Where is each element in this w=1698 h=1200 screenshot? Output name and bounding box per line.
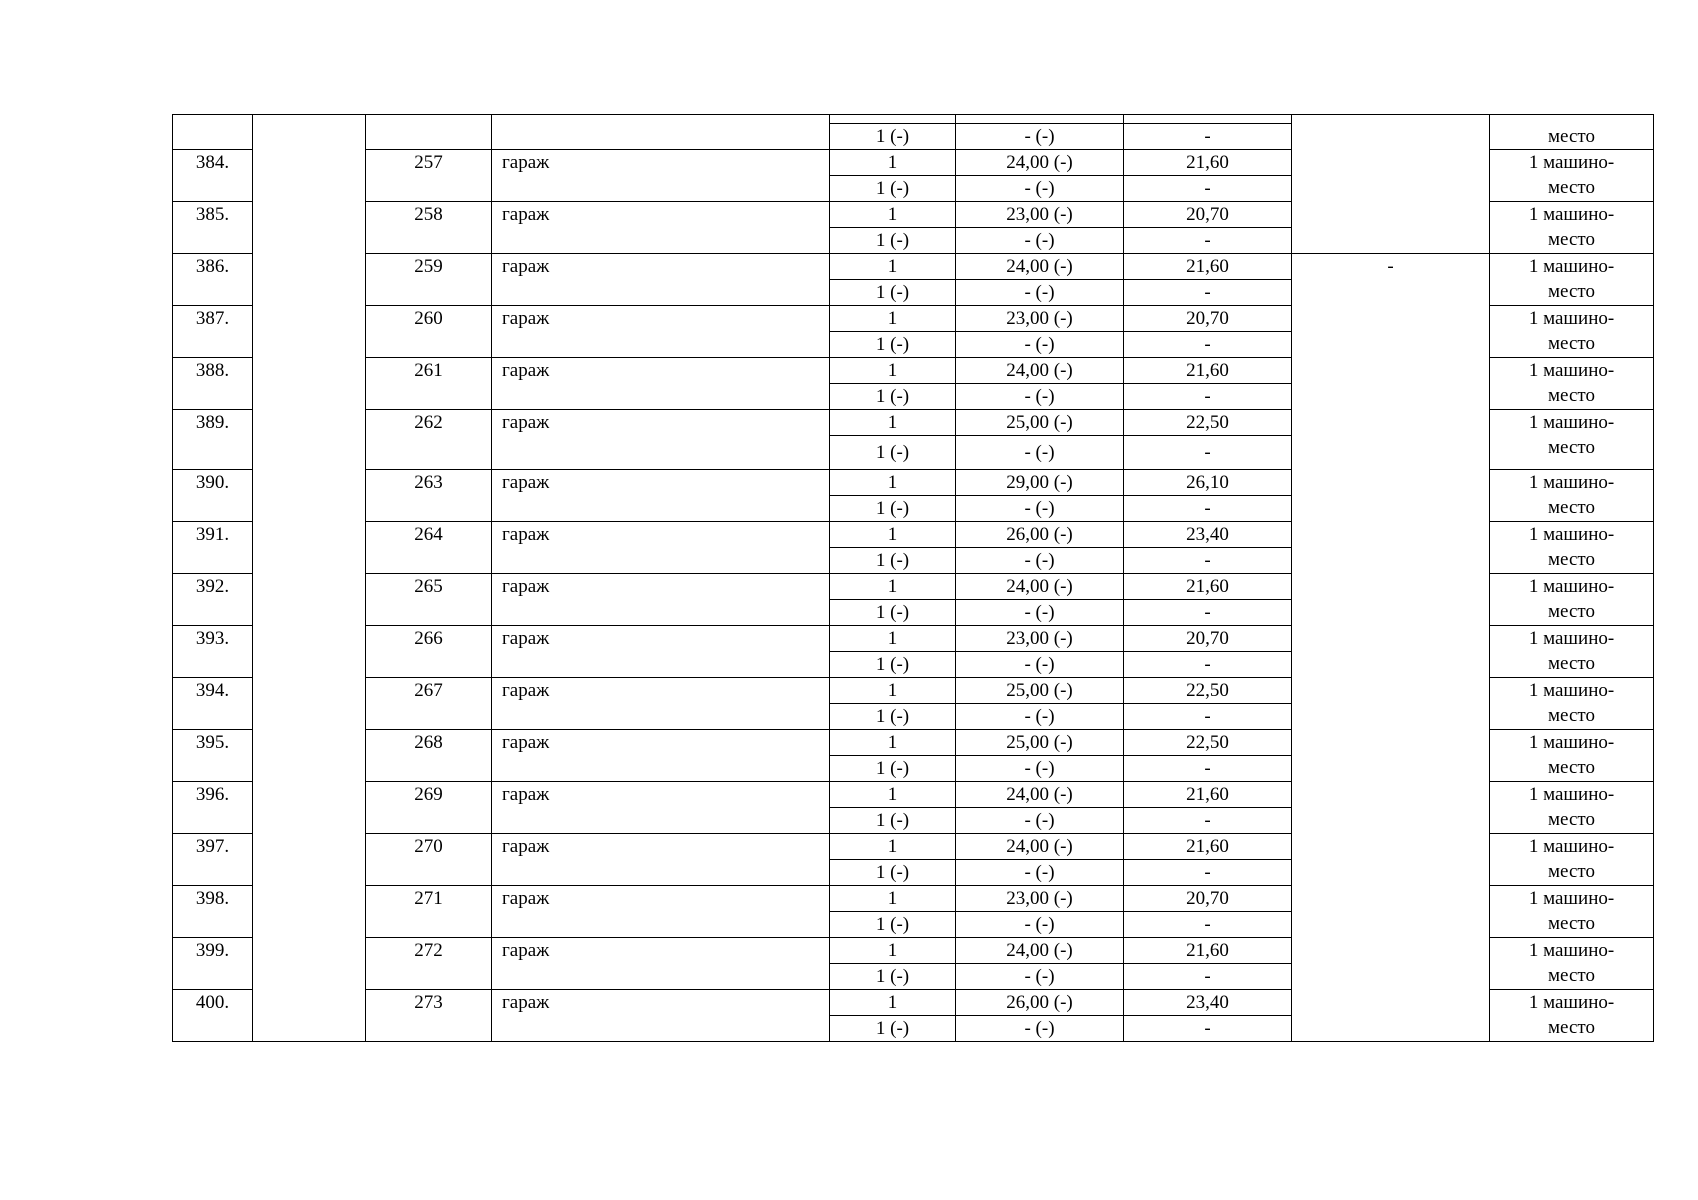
room-count: 1 bbox=[830, 410, 956, 436]
parking-note-line1: 1 машино- bbox=[1528, 472, 1615, 493]
number-cell bbox=[366, 115, 492, 150]
row-index: 392. bbox=[173, 574, 253, 626]
garage-number: 269 bbox=[366, 782, 492, 834]
useful-area: 22,50 bbox=[1124, 410, 1292, 436]
room-count: 1 bbox=[830, 990, 956, 1016]
useful-area: 21,60 bbox=[1124, 834, 1292, 860]
row-index: 391. bbox=[173, 522, 253, 574]
sub-total-area: - (-) bbox=[956, 496, 1124, 522]
sub-room-count: 1 (-) bbox=[830, 280, 956, 306]
sub-living-cell: - bbox=[1124, 124, 1292, 150]
room-count: 1 bbox=[830, 938, 956, 964]
parking-note-line1: 1 машино- bbox=[1528, 308, 1615, 329]
parking-note-line2: место bbox=[1548, 385, 1595, 406]
parking-note-line2: место bbox=[1548, 497, 1595, 518]
total-area: 26,00 (-) bbox=[956, 522, 1124, 548]
garage-number: 262 bbox=[366, 410, 492, 470]
total-area: 23,00 (-) bbox=[956, 306, 1124, 332]
room-count: 1 bbox=[830, 626, 956, 652]
sub-useful-area: - bbox=[1124, 384, 1292, 410]
sub-useful-area: - bbox=[1124, 332, 1292, 358]
premise-type: гараж bbox=[492, 626, 830, 678]
parking-note-line2: место bbox=[1548, 653, 1595, 674]
sub-room-count: 1 (-) bbox=[830, 964, 956, 990]
parking-note bbox=[1490, 626, 1654, 678]
garage-number: 258 bbox=[366, 202, 492, 254]
parking-note-line1: 1 машино- bbox=[1528, 524, 1615, 545]
room-count: 1 bbox=[830, 730, 956, 756]
sub-room-count: 1 (-) bbox=[830, 912, 956, 938]
total-area: 25,00 (-) bbox=[956, 678, 1124, 704]
useful-area: 23,40 bbox=[1124, 522, 1292, 548]
premise-type: гараж bbox=[492, 730, 830, 782]
garage-number: 270 bbox=[366, 834, 492, 886]
premise-type: гараж bbox=[492, 150, 830, 202]
sub-useful-area: - bbox=[1124, 652, 1292, 678]
premise-type: гараж bbox=[492, 834, 830, 886]
sub-useful-area: - bbox=[1124, 704, 1292, 730]
garage-number: 260 bbox=[366, 306, 492, 358]
premise-type: гараж bbox=[492, 358, 830, 410]
room-count: 1 bbox=[830, 358, 956, 384]
parking-note-line1: 1 машино- bbox=[1528, 732, 1615, 753]
sub-useful-area: - bbox=[1124, 1016, 1292, 1042]
sub-useful-area: - bbox=[1124, 600, 1292, 626]
row-index: 390. bbox=[173, 470, 253, 522]
sub-count-cell: 1 (-) bbox=[830, 124, 956, 150]
premise-type: гараж bbox=[492, 782, 830, 834]
parking-note bbox=[1490, 938, 1654, 990]
group-cell bbox=[253, 115, 366, 1042]
total-area: 23,00 (-) bbox=[956, 886, 1124, 912]
parking-note-line2: место bbox=[1548, 861, 1595, 882]
note-cell: место bbox=[1490, 115, 1654, 150]
parking-note-line1: 1 машино- bbox=[1528, 152, 1615, 173]
garage-number: 271 bbox=[366, 886, 492, 938]
sub-total-area: - (-) bbox=[956, 228, 1124, 254]
total-area: 24,00 (-) bbox=[956, 254, 1124, 280]
sub-total-area: - (-) bbox=[956, 600, 1124, 626]
room-count: 1 bbox=[830, 522, 956, 548]
sub-room-count: 1 (-) bbox=[830, 1016, 956, 1042]
parking-note-line2: место bbox=[1548, 809, 1595, 830]
premise-type: гараж bbox=[492, 938, 830, 990]
count-cell bbox=[830, 115, 956, 124]
premise-type: гараж bbox=[492, 410, 830, 470]
row-index: 397. bbox=[173, 834, 253, 886]
parking-note-line1: 1 машино- bbox=[1528, 360, 1615, 381]
useful-area: 26,10 bbox=[1124, 470, 1292, 496]
row-index: 394. bbox=[173, 678, 253, 730]
sub-total-area: - (-) bbox=[956, 436, 1124, 470]
table-body bbox=[173, 115, 1654, 1042]
room-count: 1 bbox=[830, 306, 956, 332]
sub-total-area: - (-) bbox=[956, 808, 1124, 834]
total-area: 25,00 (-) bbox=[956, 410, 1124, 436]
useful-area: 23,40 bbox=[1124, 990, 1292, 1016]
useful-area: 20,70 bbox=[1124, 202, 1292, 228]
sub-useful-area: - bbox=[1124, 548, 1292, 574]
parking-note bbox=[1490, 730, 1654, 782]
parking-note-line2: место bbox=[1548, 965, 1595, 986]
parking-note-line1: 1 машино- bbox=[1528, 888, 1615, 909]
garage-number: 267 bbox=[366, 678, 492, 730]
row-index: 388. bbox=[173, 358, 253, 410]
garage-number: 265 bbox=[366, 574, 492, 626]
room-count: 1 bbox=[830, 886, 956, 912]
parking-note bbox=[1490, 410, 1654, 470]
parking-note bbox=[1490, 202, 1654, 254]
premise-type: гараж bbox=[492, 306, 830, 358]
sub-room-count: 1 (-) bbox=[830, 860, 956, 886]
garage-number: 261 bbox=[366, 358, 492, 410]
row-index: 389. bbox=[173, 410, 253, 470]
total-area: 23,00 (-) bbox=[956, 202, 1124, 228]
room-count: 1 bbox=[830, 254, 956, 280]
useful-area: 21,60 bbox=[1124, 938, 1292, 964]
total-area: 24,00 (-) bbox=[956, 574, 1124, 600]
parking-note-line2: место bbox=[1548, 333, 1595, 354]
sub-total-area: - (-) bbox=[956, 912, 1124, 938]
useful-area: 22,50 bbox=[1124, 730, 1292, 756]
useful-area: 21,60 bbox=[1124, 782, 1292, 808]
row-index: 386. bbox=[173, 254, 253, 306]
parking-note bbox=[1490, 150, 1654, 202]
index-cell bbox=[173, 115, 253, 150]
sub-total-area: - (-) bbox=[956, 280, 1124, 306]
sub-total-area: - (-) bbox=[956, 384, 1124, 410]
sub-room-count: 1 (-) bbox=[830, 176, 956, 202]
parking-note-line2: место bbox=[1548, 229, 1595, 250]
living-cell bbox=[1124, 115, 1292, 124]
sub-total-area: - (-) bbox=[956, 548, 1124, 574]
table-row bbox=[173, 254, 1654, 280]
sub-room-count: 1 (-) bbox=[830, 228, 956, 254]
premise-type: гараж bbox=[492, 202, 830, 254]
parking-note-line1: 1 машино- bbox=[1528, 412, 1615, 433]
sub-room-count: 1 (-) bbox=[830, 756, 956, 782]
parking-note bbox=[1490, 470, 1654, 522]
room-count: 1 bbox=[830, 150, 956, 176]
row-index: 384. bbox=[173, 150, 253, 202]
sub-room-count: 1 (-) bbox=[830, 384, 956, 410]
sub-room-count: 1 (-) bbox=[830, 548, 956, 574]
area-cell bbox=[956, 115, 1124, 124]
room-count: 1 bbox=[830, 782, 956, 808]
parking-note-line1: 1 машино- bbox=[1528, 204, 1615, 225]
useful-area: 21,60 bbox=[1124, 574, 1292, 600]
garage-table bbox=[172, 114, 1654, 1042]
total-area: 24,00 (-) bbox=[956, 358, 1124, 384]
sub-room-count: 1 (-) bbox=[830, 496, 956, 522]
parking-note-line1: 1 машино- bbox=[1528, 680, 1615, 701]
sub-room-count: 1 (-) bbox=[830, 808, 956, 834]
parking-note bbox=[1490, 522, 1654, 574]
parking-note-line1: 1 машино- bbox=[1528, 836, 1615, 857]
parking-note bbox=[1490, 990, 1654, 1042]
total-area: 24,00 (-) bbox=[956, 834, 1124, 860]
useful-area: 20,70 bbox=[1124, 306, 1292, 332]
sub-useful-area: - bbox=[1124, 860, 1292, 886]
premise-type: гараж bbox=[492, 678, 830, 730]
merged-cell bbox=[1292, 115, 1490, 254]
sub-useful-area: - bbox=[1124, 436, 1292, 470]
sub-total-area: - (-) bbox=[956, 964, 1124, 990]
parking-note-line1: 1 машино- bbox=[1528, 256, 1615, 277]
sub-useful-area: - bbox=[1124, 808, 1292, 834]
total-area: 24,00 (-) bbox=[956, 782, 1124, 808]
total-area: 24,00 (-) bbox=[956, 938, 1124, 964]
premise-type: гараж bbox=[492, 254, 830, 306]
parking-note-line2: место bbox=[1548, 705, 1595, 726]
sub-total-area: - (-) bbox=[956, 756, 1124, 782]
garage-number: 263 bbox=[366, 470, 492, 522]
sub-total-area: - (-) bbox=[956, 1016, 1124, 1042]
useful-area: 20,70 bbox=[1124, 886, 1292, 912]
sub-useful-area: - bbox=[1124, 228, 1292, 254]
sub-total-area: - (-) bbox=[956, 176, 1124, 202]
parking-note bbox=[1490, 678, 1654, 730]
parking-note-line1: 1 машино- bbox=[1528, 940, 1615, 961]
parking-note bbox=[1490, 306, 1654, 358]
row-index: 393. bbox=[173, 626, 253, 678]
row-index: 387. bbox=[173, 306, 253, 358]
parking-note-line2: место bbox=[1548, 549, 1595, 570]
sub-total-area: - (-) bbox=[956, 652, 1124, 678]
sub-room-count: 1 (-) bbox=[830, 436, 956, 470]
parking-note-line2: место bbox=[1548, 757, 1595, 778]
parking-note bbox=[1490, 782, 1654, 834]
total-area: 29,00 (-) bbox=[956, 470, 1124, 496]
total-area: 25,00 (-) bbox=[956, 730, 1124, 756]
parking-note-line2: место bbox=[1548, 281, 1595, 302]
room-count: 1 bbox=[830, 202, 956, 228]
garage-number: 264 bbox=[366, 522, 492, 574]
row-index: 395. bbox=[173, 730, 253, 782]
sub-total-area: - (-) bbox=[956, 860, 1124, 886]
premise-type: гараж bbox=[492, 574, 830, 626]
sub-total-area: - (-) bbox=[956, 332, 1124, 358]
parking-note-line2: место bbox=[1548, 437, 1595, 458]
useful-area: 21,60 bbox=[1124, 150, 1292, 176]
sub-useful-area: - bbox=[1124, 496, 1292, 522]
parking-note-line1: 1 машино- bbox=[1528, 992, 1615, 1013]
parking-note-line2: место bbox=[1548, 913, 1595, 934]
parking-note-line1: 1 машино- bbox=[1528, 576, 1615, 597]
total-area: 23,00 (-) bbox=[956, 626, 1124, 652]
parking-note-line2: место bbox=[1548, 601, 1595, 622]
sub-room-count: 1 (-) bbox=[830, 332, 956, 358]
merged-dash-cell: - bbox=[1292, 254, 1490, 1042]
garage-number: 266 bbox=[366, 626, 492, 678]
sub-room-count: 1 (-) bbox=[830, 652, 956, 678]
sub-useful-area: - bbox=[1124, 176, 1292, 202]
parking-note bbox=[1490, 358, 1654, 410]
continuation-row bbox=[173, 115, 1654, 124]
sub-useful-area: - bbox=[1124, 912, 1292, 938]
sub-useful-area: - bbox=[1124, 756, 1292, 782]
row-index: 385. bbox=[173, 202, 253, 254]
room-count: 1 bbox=[830, 470, 956, 496]
premise-type: гараж bbox=[492, 522, 830, 574]
parking-note-line2: место bbox=[1548, 177, 1595, 198]
room-count: 1 bbox=[830, 678, 956, 704]
useful-area: 21,60 bbox=[1124, 358, 1292, 384]
sub-useful-area: - bbox=[1124, 280, 1292, 306]
garage-number: 273 bbox=[366, 990, 492, 1042]
sub-area-cell: - (-) bbox=[956, 124, 1124, 150]
useful-area: 22,50 bbox=[1124, 678, 1292, 704]
parking-note bbox=[1490, 254, 1654, 306]
row-index: 396. bbox=[173, 782, 253, 834]
garage-number: 268 bbox=[366, 730, 492, 782]
row-index: 399. bbox=[173, 938, 253, 990]
room-count: 1 bbox=[830, 834, 956, 860]
garage-number: 272 bbox=[366, 938, 492, 990]
total-area: 26,00 (-) bbox=[956, 990, 1124, 1016]
useful-area: 20,70 bbox=[1124, 626, 1292, 652]
garage-number: 257 bbox=[366, 150, 492, 202]
parking-note bbox=[1490, 574, 1654, 626]
premise-type: гараж bbox=[492, 886, 830, 938]
parking-note-line2: место bbox=[1548, 1017, 1595, 1038]
row-index: 400. bbox=[173, 990, 253, 1042]
premise-type: гараж bbox=[492, 470, 830, 522]
sub-useful-area: - bbox=[1124, 964, 1292, 990]
premise-type: гараж bbox=[492, 990, 830, 1042]
parking-note-line1: 1 машино- bbox=[1528, 784, 1615, 805]
sub-room-count: 1 (-) bbox=[830, 704, 956, 730]
parking-note bbox=[1490, 886, 1654, 938]
parking-note bbox=[1490, 834, 1654, 886]
garage-number: 259 bbox=[366, 254, 492, 306]
room-count: 1 bbox=[830, 574, 956, 600]
total-area: 24,00 (-) bbox=[956, 150, 1124, 176]
sub-total-area: - (-) bbox=[956, 704, 1124, 730]
parking-note-line1: 1 машино- bbox=[1528, 628, 1615, 649]
row-index: 398. bbox=[173, 886, 253, 938]
useful-area: 21,60 bbox=[1124, 254, 1292, 280]
type-cell bbox=[492, 115, 830, 150]
sub-room-count: 1 (-) bbox=[830, 600, 956, 626]
